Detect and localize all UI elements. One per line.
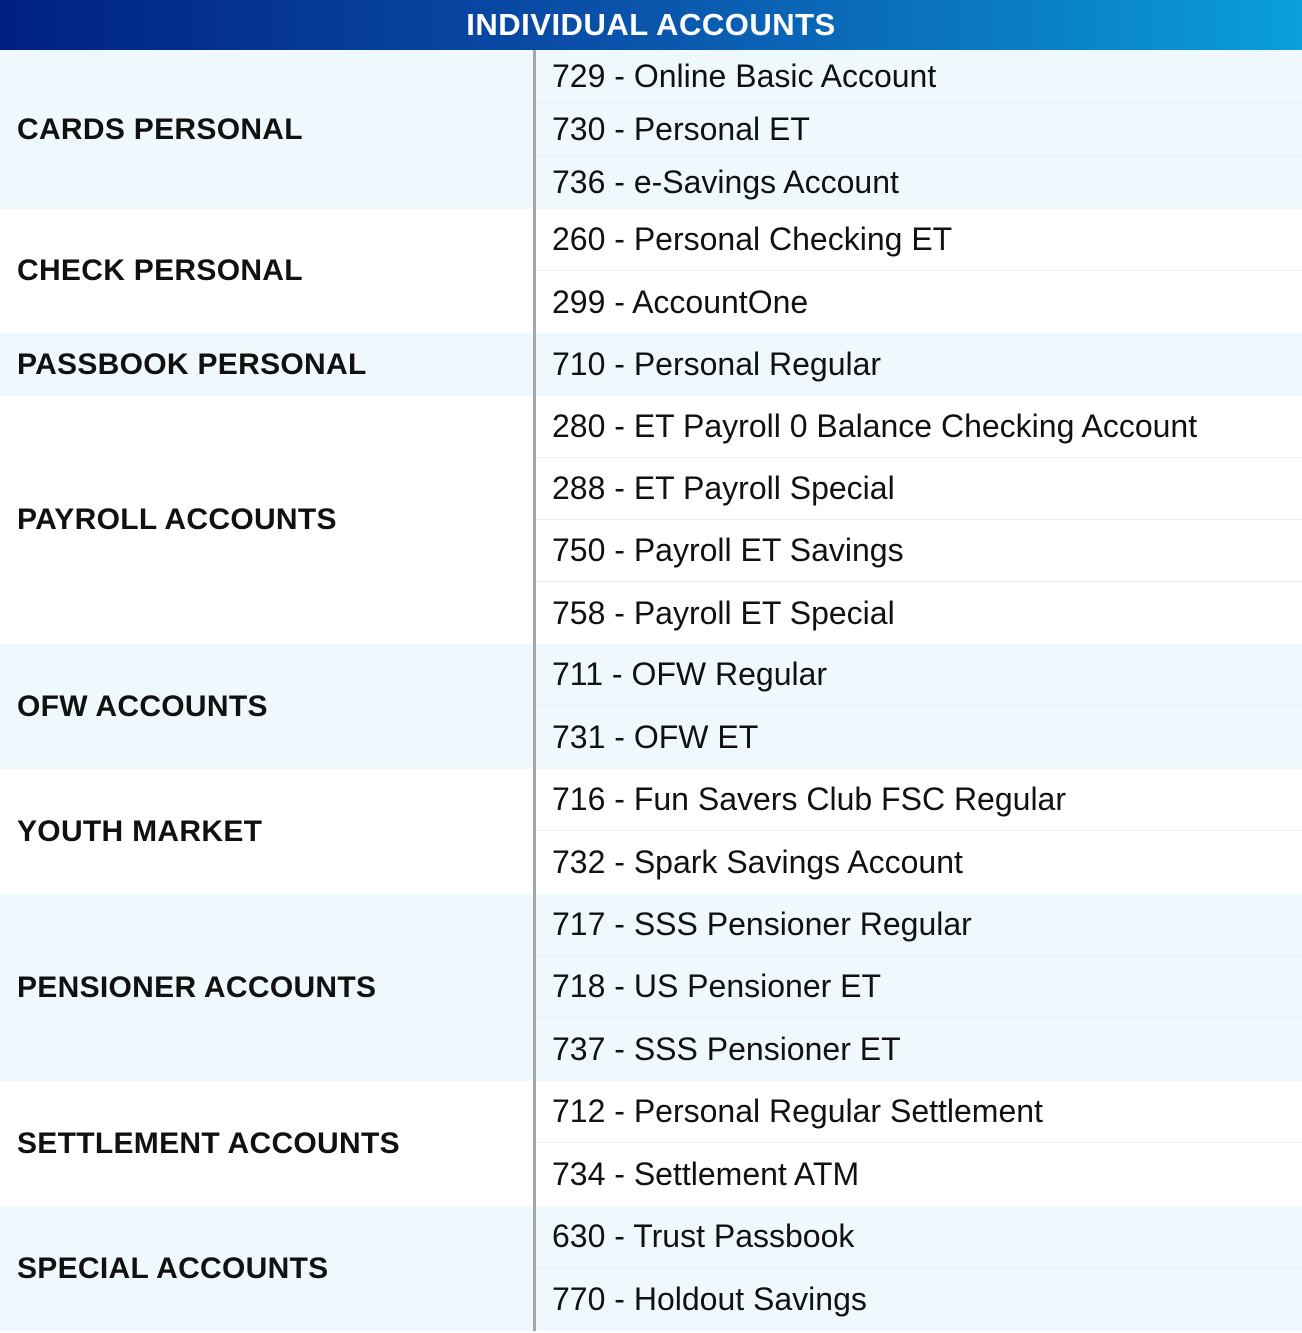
category-label: PENSIONER ACCOUNTS — [17, 970, 377, 1004]
group-pensioner-accounts — [0, 894, 1302, 1081]
account-list — [536, 769, 1302, 894]
category-label: CHECK PERSONAL — [17, 254, 303, 287]
account-item: 731 - OFW ET — [552, 719, 759, 755]
group-cards-personal — [0, 50, 1302, 209]
account-item: 288 - ET Payroll Special — [536, 458, 1302, 520]
category-label: YOUTH MARKET — [17, 814, 263, 848]
account-item: 718 - US Pensioner ET — [536, 956, 1302, 1018]
group-settlement-accounts — [0, 1081, 1302, 1206]
category-label: CARDS PERSONAL — [17, 112, 303, 146]
account-list — [536, 1081, 1302, 1206]
group-payroll-accounts — [0, 396, 1302, 644]
account-list — [536, 396, 1302, 644]
account-list — [536, 333, 1302, 396]
group-check-personal — [0, 209, 1302, 333]
group-youth-market — [0, 769, 1302, 894]
account-list — [536, 209, 1302, 333]
account-item: 712 - Personal Regular Settlement — [536, 1081, 1302, 1143]
account-item: 299 - AccountOne — [552, 283, 809, 320]
account-list — [536, 894, 1302, 1081]
group-passbook-personal — [0, 333, 1302, 396]
account-item: 716 - Fun Savers Club FSC Regular — [536, 769, 1302, 831]
account-item: 729 - Online Basic Account — [536, 50, 1302, 103]
category-label: OFW ACCOUNTS — [17, 689, 268, 723]
account-item: 734 - Settlement ATM — [552, 1156, 860, 1192]
category-label: SETTLEMENT ACCOUNTS — [17, 1126, 400, 1160]
account-item: 732 - Spark Savings Account — [552, 844, 963, 880]
account-item: 710 - Personal Regular — [552, 346, 882, 382]
group-special-accounts — [0, 1206, 1302, 1331]
account-item: 711 - OFW Regular — [536, 644, 1302, 706]
category-label: PAYROLL ACCOUNTS — [17, 503, 337, 536]
group-ofw-accounts — [0, 644, 1302, 769]
account-item: 280 - ET Payroll 0 Balance Checking Account — [536, 396, 1302, 458]
account-item: 770 - Holdout Savings — [552, 1281, 867, 1317]
category-label: PASSBOOK PERSONAL — [17, 347, 367, 381]
account-item: 630 - Trust Passbook — [536, 1206, 1302, 1268]
account-item: 736 - e-Savings Account — [552, 164, 899, 200]
account-list — [536, 644, 1302, 769]
account-item: 260 - Personal Checking ET — [536, 209, 1302, 271]
account-item: 717 - SSS Pensioner Regular — [536, 894, 1302, 956]
table-title: INDIVIDUAL ACCOUNTS — [0, 0, 1302, 50]
account-list — [536, 1206, 1302, 1331]
account-item: 730 - Personal ET — [536, 103, 1302, 156]
account-item: 737 - SSS Pensioner ET — [552, 1031, 901, 1067]
accounts-table — [0, 50, 1302, 1331]
account-item: 750 - Payroll ET Savings — [536, 520, 1302, 582]
account-list — [536, 50, 1302, 209]
account-item: 758 - Payroll ET Special — [552, 594, 895, 631]
category-label: SPECIAL ACCOUNTS — [17, 1251, 329, 1285]
